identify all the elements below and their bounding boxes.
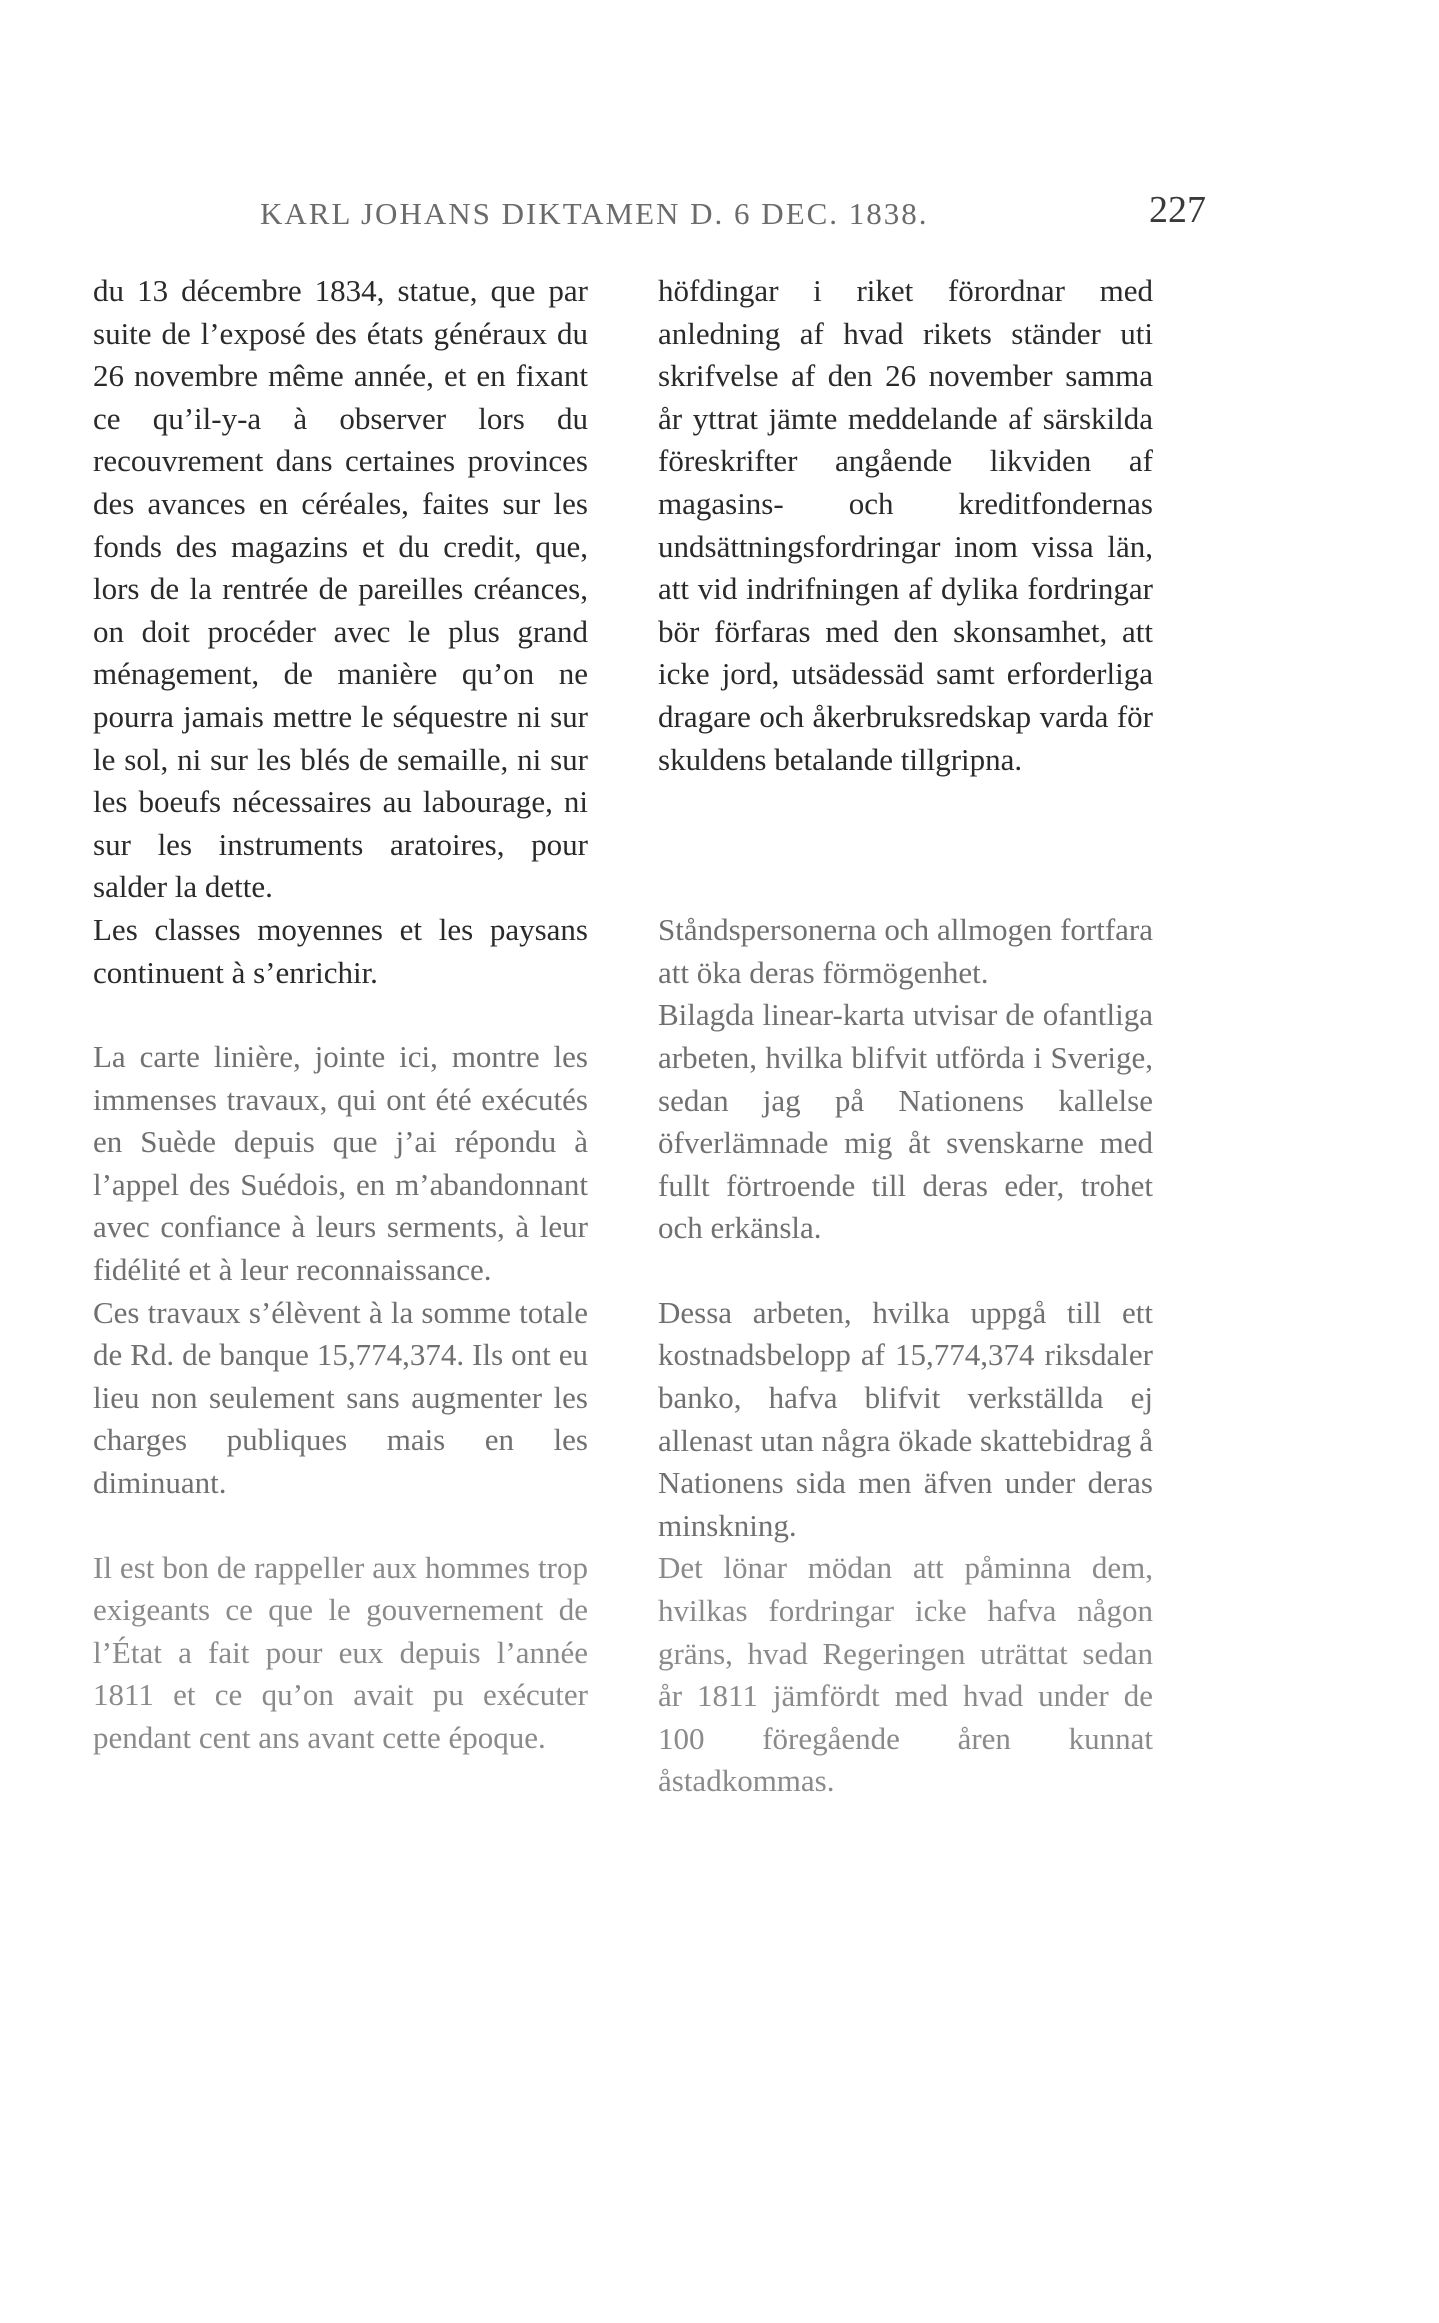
paragraph: Det lönar mödan att påminna dem, hvilkas fordringar icke hafva någon gräns, hvad Regeringen uträttat sedan år 1811 jämfördt med hvad under de 100 föregående åren kunnat åstadkommas. [658, 1550, 1153, 1799]
paragraph: Ståndspersonerna och allmogen fortfara att öka deras förmögenhet. [658, 912, 1153, 990]
left-column-french [93, 270, 588, 1760]
paragraph: La carte linière, jointe ici, montre les immenses travaux, qui ont été exécutés en Suède depuis que j’ai répondu à l’appel des Suédois, en m’abandonnant avec confiance à leurs serments, à leur fidélité et à leur reconnaissance. [93, 1039, 588, 1288]
right-column-swedish [658, 270, 1153, 1803]
paragraph: Il est bon de rappeller aux hommes trop exigeants ce que le gouvernement de l’État a fait pour eux depuis l’année 1811 et ce qu’on avait pu exécuter pendant cent ans avant cette époque. [93, 1549, 588, 1755]
paragraph: höfdingar i riket förordnar med anledning af hvad rikets ständer uti skrifvelse af den 26 november samma år yttrat jämte meddelande af särskilda föreskrifter angående likviden af magasins- och kreditfondernas undsättningsfordringar inom vissa län, att vid indrifningen af dylika fordringar bör förfaras med den skonsamhet, att icke jord, utsädessäd samt erforderliga dragare och åkerbruksredskap varda för skuldens betalande tillgripna. [658, 273, 1153, 777]
paragraph: Ces travaux s’élèvent à la somme totale de Rd. de banque 15,774,374. Ils ont eu lieu non seulement sans augmenter les charges publiques mais en les diminuant. [93, 1294, 588, 1501]
paragraph: Les classes moyennes et les paysans continuent à s’enrichir. [93, 911, 588, 990]
paragraph: Bilagda linear-karta utvisar de ofantliga arbeten, hvilka blifvit utförda i Sverige, sedan jag på Nationens kallelse öfverlämnade mig åt svenskarne med fullt förtroende till deras eder, trohet och erkänsla. [658, 997, 1153, 1246]
page-number: 227 [1149, 189, 1206, 231]
paragraph: du 13 décembre 1834, statue, que par suite de l’exposé des états généraux du 26 novembre même année, et en fixant ce qu’il-y-a à observer lors du recouvrement dans certaines provinces des avances en céréales, faites sur les fonds des magazins et du credit, que, lors de la rentrée de pareilles créances, on doit procéder avec le plus grand ménagement, de manière qu’on ne pourra jamais mettre le séquestre ni sur le sol, ni sur les blés de semaille, ni sur les boeufs nécessaires au labourage, ni sur les instruments aratoires, pour salder la dette. [93, 273, 588, 905]
paragraph: Dessa arbeten, hvilka uppgå till ett kostnadsbelopp af 15,774,374 riksdaler banko, hafva blifvit verkställda ej allenast utan några ökade skattebidrag å Nationens sida men äfven under deras minskning. [658, 1294, 1153, 1543]
running-title: KARL JOHANS DIKTAMEN D. 6 DEC. 1838. [260, 196, 929, 231]
